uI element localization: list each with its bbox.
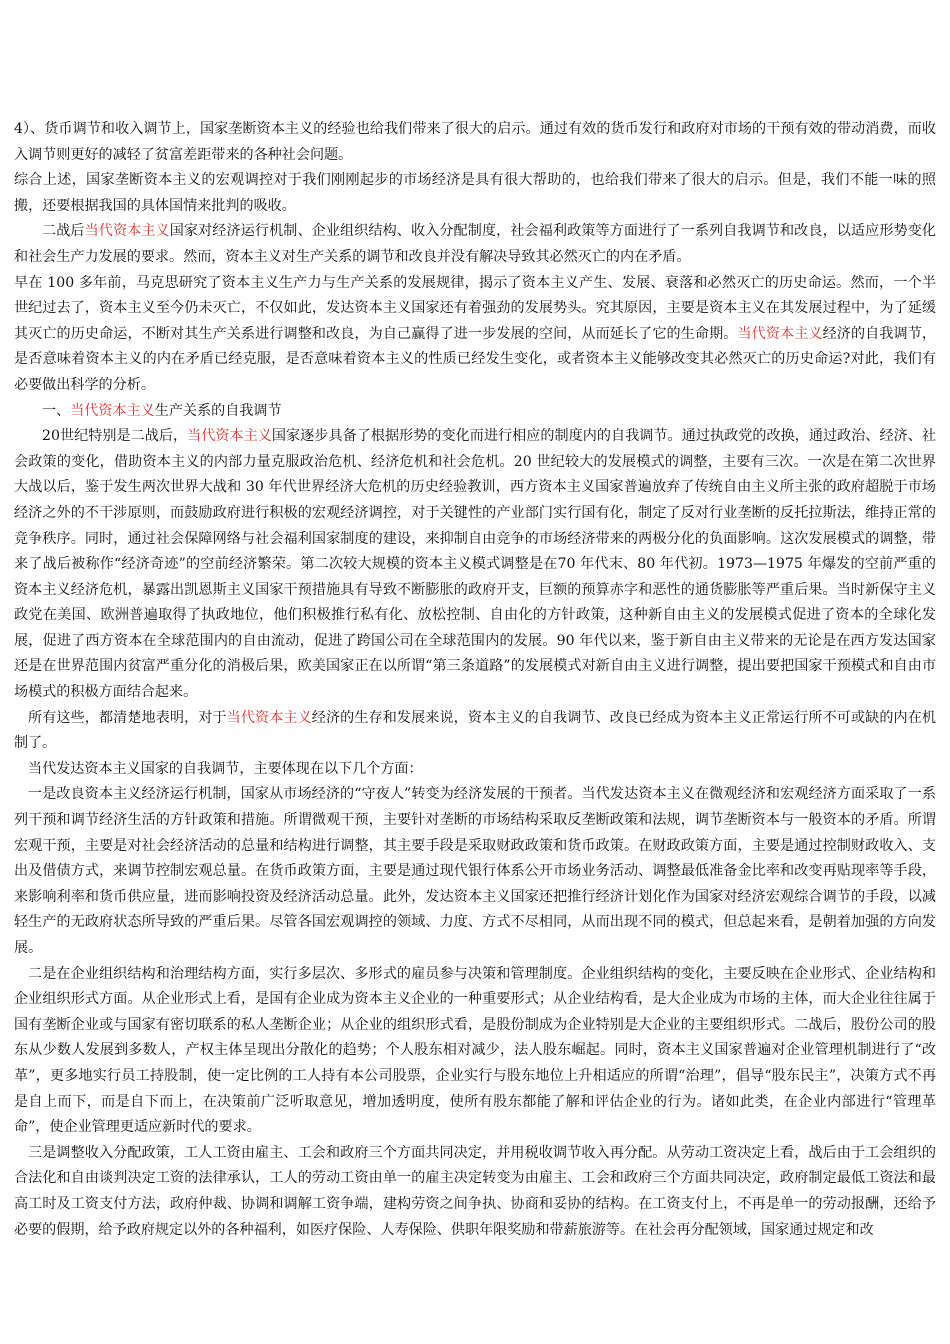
highlighted-term: 当代资本主义: [226, 709, 312, 726]
paragraph-20th-century: [14, 424, 936, 706]
highlighted-term: 当代资本主义: [187, 428, 272, 445]
paragraph-text: 国家对经济运行机制、企业组织结构、收入分配制度，社会福利政策等方面进行了一系列自我调节和改良，以适应形势变化和社会生产力发展的要求。然而，资本主义对生产关系的调节和改良并没有解决导致其必然灭亡的内在矛盾。: [14, 223, 937, 265]
highlighted-term: 当代资本主义: [737, 325, 823, 342]
paragraph-text: 经济的生存和发展来说，资本主义的自我调节、改良已经成为资本主义正常运行所不可或缺的内在机制了。: [14, 709, 937, 752]
highlighted-term: 当代资本主义: [70, 402, 155, 419]
paragraph-text: 一是改良资本主义经济运行机制，国家从市场经济的“守夜人”转变为经济发展的干预者。当代发达资本主义在微观经济和宏观经济方面采取了一系列干预和调节经济生活的方针政策和措施。所谓微观干预，主要针对垄断的市场结构采取反垄断政策和法规，调节垄断资本与一般资本的矛盾。所谓宏观干预，主要是对社会经济活动的总量和结构进行调整，其主要手段是采取财政政策和货币政策。在财政政策方面，主要是通过控制财政收入、支出及借债方式，来调节控制宏观总量。在货币政策方面，主要是通过现代银行体系公开市场业务活动、调整最低准备金比率和改变再贴现率等手段，来影响利率和货币供应量，进而影响投资及经济活动总量。此外，发达资本主义国家还把推行经济计划化作为国家对经济宏观综合调节的手段，以减轻生产的无政府状态所导致的严重后果。尽管各国宏观调控的领域、力度、方式不尽相同，从而出现不同的模式，但总起来看，是朝着加强的方向发展。: [14, 786, 936, 956]
paragraph-aspect-one: [14, 782, 936, 961]
highlighted-term: 当代资本主义: [84, 223, 170, 240]
paragraph-text: 早在 100 多年前，马克思研究了资本主义生产力与生产关系的发展规律，揭示了资本主义产生、发展、衰落和必然灭亡的历史命运。然而，一个半世纪过去了，资本主义至今仍未灭亡，不仅如此，发达资本主义国家还有着强劲的发展势头。究其原因，主要是资本主义在其发展过程中，为了延缓其灭亡的历史命运，不断对其生产关系进行调整和改良，为自己赢得了进一步发展的空间，从而延长了它的生命期。: [14, 274, 936, 342]
paragraph-monetary-regulation: [14, 117, 936, 168]
paragraph-text: 当代发达资本主义国家的自我调节，主要体现在以下几个方面：: [28, 760, 423, 777]
paragraph-text: 国家逐步具备了根据形势的变化而进行相应的制度内的自我调节。通过执政党的改换，通过政治、经济、社会政策的变化，借助资本主义的内部力量克服政治危机、经济危机和社会危机。20 世纪较大的发展模式的调整，主要有三次。一次是在第二次世界大战以后，鉴于发生两次世界大战和 30 年代世界经济大危机的历史经验教训，西方资本主义国家普遍放弃了传统自由主义所主张的政府超脱于市场经济之外的不干涉原则，而鼓励政府进行积极的宏观经济调控，对于关键性的产业部门实行国有化，制定了反对行业垄断的反托拉斯法，维持正常的竞争秩序。同时，通过社会保障网络与社会福利国家制度的建设，来抑制自由竞争的市场经济带来的两极分化的负面影响。这次发展模式的调整，带来了战后被称作“经济奇迹”的空前经济繁荣。第二次较大规模的资本主义模式调整是在70 年代末、80 年代初。1973—1975 年爆发的空前严重的资本主义经济危机，暴露出凯恩斯主义国家干预措施具有导致不断膨胀的政府开支，巨额的预算赤字和恶性的通货膨胀等严重后果。当时新保守主义政党在美国、欧洲普遍取得了执政地位，他们积极推行私有化、放松控制、自由化的方针政策，这种新自由主义的发展模式促进了资本的全球化发展，促进了西方资本在全球范围内的自由流动，促进了跨国公司在全球范围内的发展。90 年代以来，鉴于新自由主义带来的无论是在西方发达国家还是在世界范围内贫富严重分化的消极后果，欧美国家正在以所谓“第三条道路”的发展模式对新自由主义进行调整，提出要把国家干预模式和自由市场模式的积极方面结合起来。: [14, 428, 936, 701]
paragraph-postwar-intro: [14, 219, 936, 270]
paragraph-text: 所有这些，都清楚地表明，对于: [28, 709, 227, 726]
paragraph-text: 二战后: [42, 223, 85, 240]
paragraph-text: 4）、货币调节和收入调节上，国家垄断资本主义的经验也给我们带来了很大的启示。通过有效的货币发行和政府对市场的干预有效的带动消费，而收入调节则更好的减轻了贫富差距带来的各种社会问题。: [14, 121, 936, 163]
paragraph-aspects-intro: [14, 757, 936, 783]
section-heading: [14, 399, 936, 425]
paragraph-text: 经济的自我调节，是否意味着资本主义的内在矛盾已经克服，是否意味着资本主义的性质已经发生变化，或者资本主义能够改变其必然灭亡的历史命运?对此，我们有必要做出科学的分析。: [14, 325, 937, 393]
paragraph-summary: [14, 168, 936, 219]
heading-number: 一、: [42, 402, 71, 419]
document-page: [14, 117, 936, 1243]
paragraph-conclusion-mechanism: [14, 706, 936, 757]
paragraph-text: 二是在企业组织结构和治理结构方面，实行多层次、多形式的雇员参与决策和管理制度。企业组织结构的变化，主要反映在企业形式、企业结构和企业组织形式方面。从企业形式上看，是国有企业成为资本主义企业的一种重要形式；从企业结构看，是大企业成为市场的主体，而大企业往往属于国有垄断企业或与国家有密切联系的私人垄断企业；从企业的组织形式看，是股份制成为企业特别是大企业的主要组织形式。二战后，股份公司的股东从少数人发展到多数人，产权主体呈现出分散化的趋势；个人股东相对减少，法人股东崛起。同时，资本主义国家普遍对企业管理机制进行了“改革”，更多地实行员工持股制，使一定比例的工人持有本公司股票，企业实行与股东地位上升相适应的所谓“治理”，倡导“股东民主”，决策方式不再是自上而下，而是自下而上，在决策前广泛听取意见，增加透明度，使所有股东都能了解和评估企业的行为。诸如此类，在企业内部进行“管理革命”，使企业管理更适应新时代的要求。: [14, 965, 936, 1136]
paragraph-aspect-two: [14, 962, 936, 1141]
paragraph-text: 综合上述，国家垄断资本主义的宏观调控对于我们刚刚起步的市场经济是具有很大帮助的，也给我们带来了很大的启示。但是，我们不能一味的照搬，还要根据我国的具体国情来批判的吸收。: [14, 172, 936, 214]
paragraph-text: 三是调整收入分配政策，工人工资由雇主、工会和政府三个方面共同决定，并用税收调节收入再分配。从劳动工资决定上看，战后由于工会组织的合法化和自由谈判决定工资的法律承认，工人的劳动工资由单一的雇主决定转变为由雇主、工会和政府三个方面共同决定，政府制定最低工资法和最高工时及工资支付方法，政府仲裁、协调和调解工资争端，建构劳资之间争执、协商和妥协的结构。在工资支付上，不再是单一的劳动报酬，还给予必要的假期，给予政府规定以外的各种福利，如医疗保险、人寿保险、供职年限奖励和带薪旅游等。在社会再分配领域，国家通过规定和改: [14, 1144, 936, 1238]
paragraph-aspect-three: [14, 1141, 936, 1243]
paragraph-text: 20世纪特别是二战后，: [42, 428, 188, 445]
paragraph-marx-history: [14, 271, 936, 399]
heading-text: 生产关系的自我调节: [154, 402, 282, 419]
